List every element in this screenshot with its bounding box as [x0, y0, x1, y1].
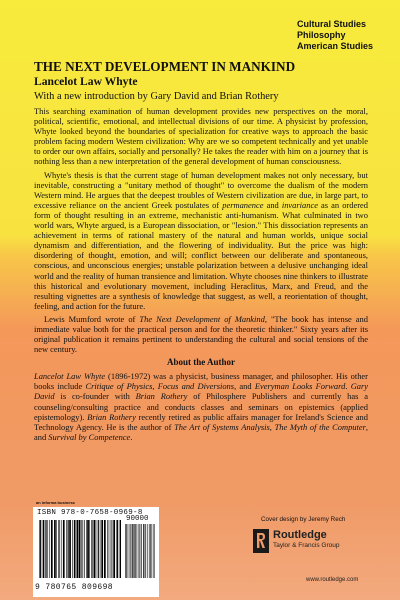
barcode-bar — [58, 520, 59, 578]
barcode-bar — [81, 520, 82, 578]
barcode-bar — [96, 520, 97, 578]
barcode-bar — [116, 520, 117, 578]
barcode — [33, 507, 159, 597]
barcode-addon-number: 90000 — [126, 515, 149, 523]
barcode-bar — [77, 520, 79, 578]
barcode-bar — [61, 520, 62, 578]
subject-1: Cultural Studies — [296, 19, 366, 29]
barcode-bar — [107, 520, 108, 578]
barcode-bar — [147, 524, 148, 578]
imprint-text: an informa business — [36, 500, 75, 505]
barcode-bar — [143, 524, 144, 578]
paragraph-3: Lewis Mumford wrote of The Next Development of Mankind, "The book has intense and immediate value both for the practical person and for the theoretic thinker." Sixty years after its original publication it remains pertinent to understanding the cultural and social tensions of the new century. — [34, 313, 368, 355]
barcode-bar — [89, 520, 90, 578]
barcode-bar — [109, 520, 110, 578]
barcode-bar — [98, 520, 99, 578]
barcode-bar — [140, 524, 141, 578]
publisher-name: Routledge — [273, 529, 327, 541]
barcode-bar — [79, 520, 81, 578]
barcode-bar — [72, 520, 73, 578]
barcode-bar — [59, 520, 60, 578]
book-title: THE NEXT DEVELOPMENT IN MANKIND — [34, 59, 296, 74]
barcode-bar — [66, 520, 67, 578]
barcode-bar — [56, 520, 57, 578]
bottom-area — [0, 500, 400, 600]
about-heading: About the Author — [166, 357, 235, 368]
barcode-bar — [132, 524, 133, 578]
barcode-bar — [84, 520, 85, 578]
barcode-bar — [101, 520, 103, 578]
barcode-bar — [45, 520, 46, 578]
barcode-bar — [91, 520, 92, 578]
barcode-bar — [152, 524, 153, 578]
barcode-bar — [141, 524, 142, 578]
barcode-bar — [43, 520, 45, 578]
barcode-bar — [134, 524, 135, 578]
subject-2: Philosophy — [296, 30, 346, 40]
barcode-bar — [40, 520, 41, 578]
intro-credit: With a new introduction by Gary David and Brian Rothery — [34, 91, 279, 102]
book-author: Lancelot Law Whyte — [34, 75, 138, 88]
paragraph-2: Whyte's thesis is that the current stage of human development makes not only necessary, but inevitable, constructing a "unitary method of thought" to overcome the dualism of the modern Western mind. He argues that the deepest troubles of Western civilization are due, in large part, to excessive reliance on the ancient Greek postulates of permanence and invariance as an ordered form of thought resulting in an extreme, mechanistic anti-humanism. What culminated in two world wars, Whyte argued, is a European dissociation, or "lesion." This dissociation represents an achievement in terms of rational mastery of the natural and human worlds, unique social dynamism and differentiation, and the flowering of individuality. But the price was high: disordering of thought, emotion, and will; conflict between our deliberate and spontaneous, conscious, and unconscious energies; unstable polarization between a delusive unchanging ideal world and the reality of human transience and limitation. Whyte chooses nine thinkers to illustrate this historical and evolutionary movement, including Heraclitus, Marx, and Freud, and the resulting vignettes are a synthesis of knowledge that suggest, as well, a reorientation of thought, feeling, and action for the future. — [34, 169, 368, 311]
barcode-bar — [120, 520, 121, 578]
barcode-bar — [128, 524, 129, 578]
barcode-bar — [139, 524, 140, 578]
barcode-bar — [51, 520, 53, 578]
barcode-bar — [46, 520, 47, 578]
publisher-group: Taylor & Francis Group — [273, 542, 340, 549]
subject-categories — [297, 19, 373, 52]
barcode-bar — [125, 524, 126, 578]
barcode-bar — [137, 524, 138, 578]
barcode-bar — [69, 520, 71, 578]
barcode-bar — [154, 524, 155, 578]
about-text: Lancelot Law Whyte (1896-1972) was a physicist, business manager, and philosopher. His other books include Critique of Physics, Focus and Diversions, and Everyman Looks Forward. Gary David is co-founder with Brian Rothery of Philosphere Publishers and currently has a counseling/consulting practice and conducts classes and seminars on epistemics (applied epistemology). Brian Rothery recently retired as public affairs manager for Ireland's Science and Technology Agency. He is the author of The Art of Systems Analysis, The Myth of the Computer, and Survival by Competence. — [34, 371, 369, 442]
barcode-bar — [74, 520, 75, 578]
barcode-bar — [113, 520, 115, 578]
barcode-bar — [145, 524, 146, 578]
barcode-bar — [87, 520, 89, 578]
barcode-bar — [130, 524, 131, 578]
barcode-bar — [117, 520, 118, 578]
ean-number: 9 780765 809698 — [35, 583, 114, 592]
barcode-bar — [104, 520, 106, 578]
barcode-bar — [112, 520, 113, 578]
barcode-bar — [100, 520, 101, 578]
isbn-label: ISBN 978-0-7658-0969-8 — [37, 509, 143, 517]
barcode-bar — [135, 524, 136, 578]
barcode-bar — [94, 520, 96, 578]
barcode-bar — [54, 520, 56, 578]
subject-3: American Studies — [296, 41, 373, 51]
barcode-bar — [126, 524, 127, 578]
barcode-bar — [76, 520, 77, 578]
barcode-bar — [131, 524, 132, 578]
barcode-bar — [149, 524, 150, 578]
barcode-bar — [111, 520, 112, 578]
barcode-bars — [39, 520, 121, 578]
barcode-bar — [63, 520, 65, 578]
barcode-bar — [39, 520, 40, 578]
paragraph-1: This searching examination of human development provides new perspectives on the moral, political, scientific, emotional, and intellectual divisions of our time. A physicist by profession, Whyte looked beyond the boundaries of specialization for creative ways to approach the basic problem facing modern Western civilization: Why are we so competent technically and yet unable to order our own affairs, socially and personally? He takes the reader with him on a journey that is nothing less than a new interpretation of the general development of human consciousness. — [34, 106, 368, 167]
barcode-bar — [49, 520, 50, 578]
barcode-bar — [86, 520, 87, 578]
barcode-bar — [150, 524, 151, 578]
publisher-url[interactable]: www.routledge.com — [306, 577, 359, 583]
blurb — [34, 59, 368, 442]
barcode-bar — [68, 520, 69, 578]
routledge-logo-icon — [253, 529, 269, 553]
cover-design-credit: Cover design by Jeremy Rech — [261, 516, 346, 523]
barcode-bar — [83, 520, 84, 578]
barcode-addon-bars — [125, 524, 155, 578]
